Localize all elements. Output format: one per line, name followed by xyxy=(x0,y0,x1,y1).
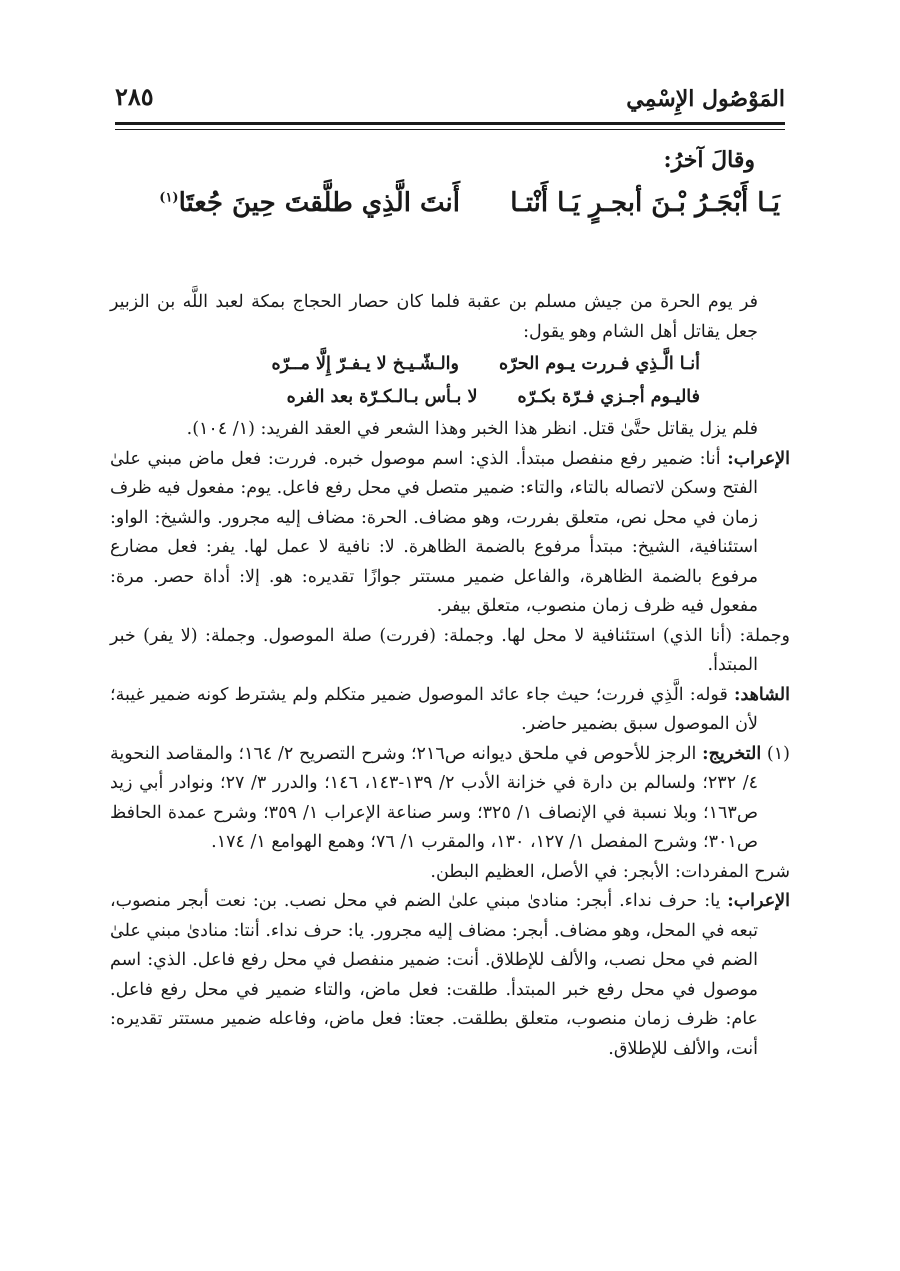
irab-section-2 xyxy=(110,887,790,1064)
page-number: ٢٨٥ xyxy=(115,82,154,111)
page-header xyxy=(115,78,785,120)
footnote-label: التخريج: xyxy=(702,743,762,764)
quoted-verse-2 xyxy=(110,383,790,413)
shahid-text: قوله: الَّذِي فررت؛ حيث جاء عائد الموصول ضمير متكلم ولم يشترط كونه ضمير غيبة؛ لأن الموصول سبق بضمير حاضر. xyxy=(110,684,758,734)
quoted-verse-1 xyxy=(110,350,790,380)
poem-hemistich-second-text: أَنتَ الَّذِي طلَّقتَ حِينَ جُعتَا xyxy=(178,188,460,218)
quoted-verse-1-second: والـشّـيـخ لا يـفـرّ إِلَّا مــرّه xyxy=(271,354,459,374)
shahid-section xyxy=(110,681,790,740)
irab-text-1: أنا: ضمير رفع منفصل مبتدأ. الذي: اسم موصول خبره. فررت: فعل ماض مبني علىٰ الفتح وسكن لاتصاله بالتاء، والتاء: ضمير متصل في محل رفع فاعل. يوم: مفعول فيه ظرف زمان في محل نص، متعلق بفررت، وهو مضاف. الحرة: مضاف إليه مجرور. والشيخ: الواو: استئنافية، الشيخ: مبتدأ مرفوع بالضمة الظاهرة. لا: نافية لا عمل لها. يفر: فعل مضارع مرفوع بالضمة الظاهرة، والفاعل ضمير مستتر جوازًا تقديره: هو. إلا: أداة حصر. مرة: مفعول فيه ظرف زمان منصوب، متعلق بيفر. xyxy=(110,448,758,616)
chapter-title: المَوْصُول الإِسْمِي xyxy=(626,86,785,112)
jumla-section: وجملة: (أنا الذي) استئنافية لا محل لها. وجملة: (فررت) صلة الموصول. وجملة: (لا يفر) خبر المبتدأ. xyxy=(110,625,790,675)
footnote-1 xyxy=(110,740,790,858)
header-rule-thin xyxy=(115,129,785,130)
poem-hemistich-first: يَـا أَبْجَـرُ بْـنَ أبجـرٍ يَـا أَنْتـا xyxy=(510,188,780,218)
poem-hemistich-second xyxy=(159,188,460,218)
shahid-label: الشاهد: xyxy=(733,684,790,705)
commentary-body xyxy=(110,288,790,1064)
footnote-reference: (١) xyxy=(159,190,179,206)
quoted-verse-1-first: أنـا الَّـذِي فـررت يـوم الحرّه xyxy=(498,354,700,374)
irab-label-1: الإعراب: xyxy=(727,448,790,469)
footnote-text: الرجز للأحوص في ملحق ديوانه ص٢١٦؛ وشرح التصريح ٢/ ١٦٤؛ والمقاصد النحوية ٤/ ٢٣٢؛ ولسالم بن دارة في خزانة الأدب ٢/ ١٣٩-١٤٣، ١٤٦؛ والدرر ٣/ ٢٧؛ ونوادر أبي زيد ص١٦٣؛ وبلا نسبة في الإنصاف ١/ ٣٢٥؛ وسر صناعة الإعراب ١/ ٣٥٩؛ وشرح عمدة الحافظ ص٣٠١؛ وشرح المفصل ١/ ١٢٧، ١٣٠، والمقرب ١/ ٧٦؛ وهمع الهوامع ١/ ١٧٤. xyxy=(110,743,758,852)
footnote-number: (١) xyxy=(766,743,790,764)
header-rule-thick xyxy=(115,122,785,125)
quoted-verse-2-second: لا بـأس بـالـكـرّة بعد الفره xyxy=(286,386,478,407)
narrative-paragraph: فر يوم الحرة من جيش مسلم بن عقبة فلما كان حصار الحجاج بمكة لعبد اللَّه بن الزبير جعل يقاتل أهل الشام وهو يقول: xyxy=(110,292,758,342)
quoted-verse-2-first: فاليـوم أجـزي فـرّة بكـرّه xyxy=(517,386,700,407)
narrative-conclusion: فلم يزل يقاتل حتَّىٰ قتل. انظر هذا الخبر وهذا الشعر في العقد الفريد: (١/ ١٠٤). xyxy=(186,419,758,439)
irab-section-1 xyxy=(110,445,790,622)
mufradat-section: شرح المفردات: الأبجر: في الأصل، العظيم البطن. xyxy=(430,861,790,882)
poem-intro: وقالَ آخرُ: xyxy=(663,147,755,173)
irab-label-2: الإعراب: xyxy=(727,891,790,911)
irab-text-2: يا: حرف نداء. أبجر: منادىٰ مبني علىٰ الضم في محل نصب. بن: نعت أبجر منصوب، تبعه في المحل، وهو مضاف. أبجر: مضاف إليه مجرور. يا: حرف نداء. أنتا: منادىٰ مبني علىٰ الضم في محل نصب، والألف للإطلاق. أنت: ضمير منفصل في محل رفع فاعل. الذي: اسم موصول في محل رفع خبر المبتدأ. طلقت: فعل ماض، والتاء ضمير في محل رفع فاعل. عام: ظرف زمان منصوب، متعلق بطلقت. جعتا: فعل ماض، وفاعله ضمير مستتر تقديره: أنت، والألف للإطلاق. xyxy=(110,891,758,1059)
